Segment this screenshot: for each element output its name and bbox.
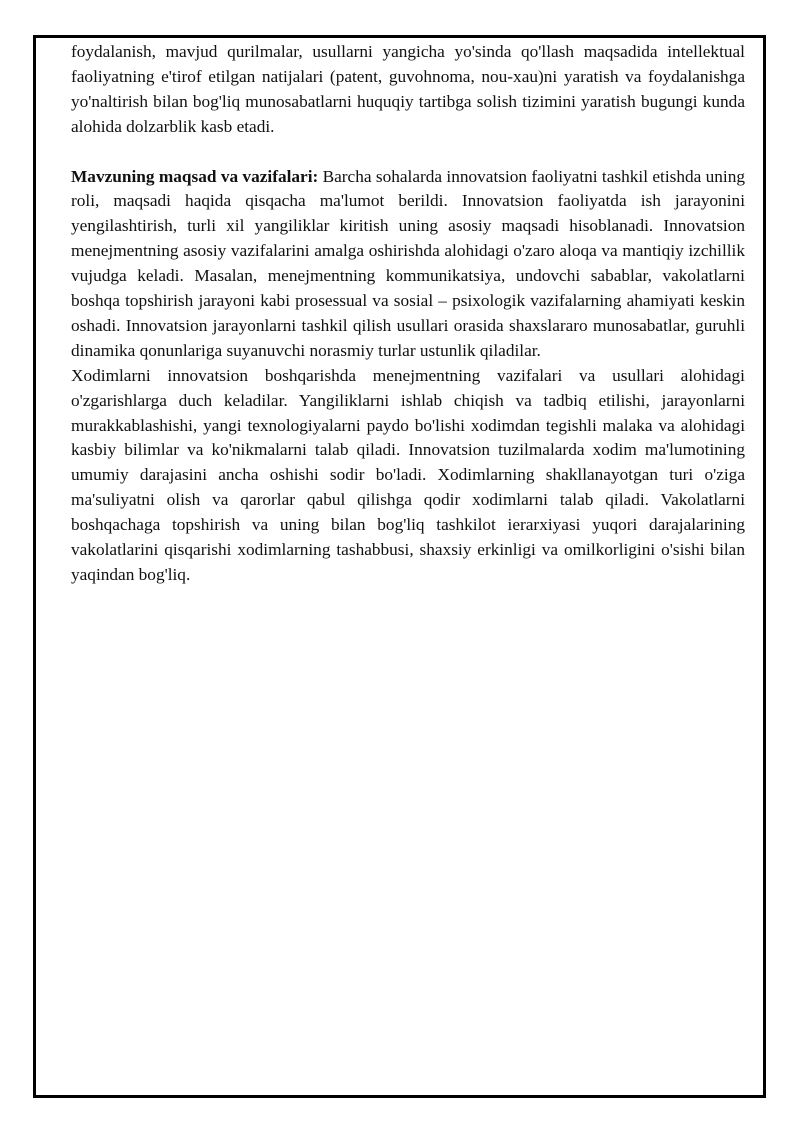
- page-border: [33, 35, 766, 1098]
- paragraph-goals-body: Barcha sohalarda innovatsion faoliyatni tashkil etishda uning roli, maqsadi haqida qisqacha ma'lumot berildi. Innovatsion faoliyatda ish jarayonini yengilashtirish, turli xil yangiliklar kiritish uning asosiy maqsadi hisoblanadi. Innovatsion menejmentning asosiy vazifalarini amalga oshirishda alohidagi o'zaro aloqa va mantiqiy izchillik vujudga keladi. Masalan, menejmentning kommunikatsiya, undovchi sabablar, vakolatlarni boshqa topshirish jarayoni kabi prosessual va sosial – psixologik vazifalarning ahamiyati keskin oshadi. Innovatsion jarayonlarni tashkil qilish usullari orasida shaxslararo munosabatlar, guruhli dinamika qonunlariga suyanuvchi norasmiy turlar ustunlik qiladilar.: [71, 166, 745, 360]
- paragraph-goals: [71, 165, 745, 364]
- document-body: [71, 40, 745, 588]
- paragraph-intro: foydalanish, mavjud qurilmalar, usullarni yangicha yo'sinda qo'llash maqsadida intellektual faoliyatning e'tirof etilgan natijalari (patent, guvohnoma, nou-xau)ni yaratish va foydalanishga yo'naltirish bilan bog'liq munosabatlarni huquqiy tartibga solish tizimini yaratish bugungi kunda alohida dolzarblik kasb etadi.: [71, 42, 745, 136]
- section-heading-goals: Mavzuning maqsad va vazifalari:: [71, 166, 319, 186]
- paragraph-staff: Xodimlarni innovatsion boshqarishda menejmentning vazifalari va usullari alohidagi o'zgarishlarga duch keladilar. Yangiliklarni ishlab chiqish va tadbiq etilishi, jarayonlarni murakkablashishi, yangi texnologiyalarni paydo bo'lishi xodimdan tegishli malaka va alohidagi kasbiy bilimlar va ko'nikmalarni talab qiladi. Innovatsion tuzilmalarda xodim ma'lumotining umumiy darajasini ancha oshishi sodir bo'ladi. Xodimlarning shakllanayotgan turi o'ziga ma'suliyatni olish va qarorlar qabul qilishga qodir xodimlarni talab qiladi. Vakolatlarni boshqachaga topshirish va uning bilan bog'liq tashkilot ierarxiyasi yuqori darajalarining vakolatlarini qisqarishi xodimlarning tashabbusi, shaxsiy erkinligi va omilkorligini o'sishi bilan yaqindan bog'liq.: [71, 365, 745, 585]
